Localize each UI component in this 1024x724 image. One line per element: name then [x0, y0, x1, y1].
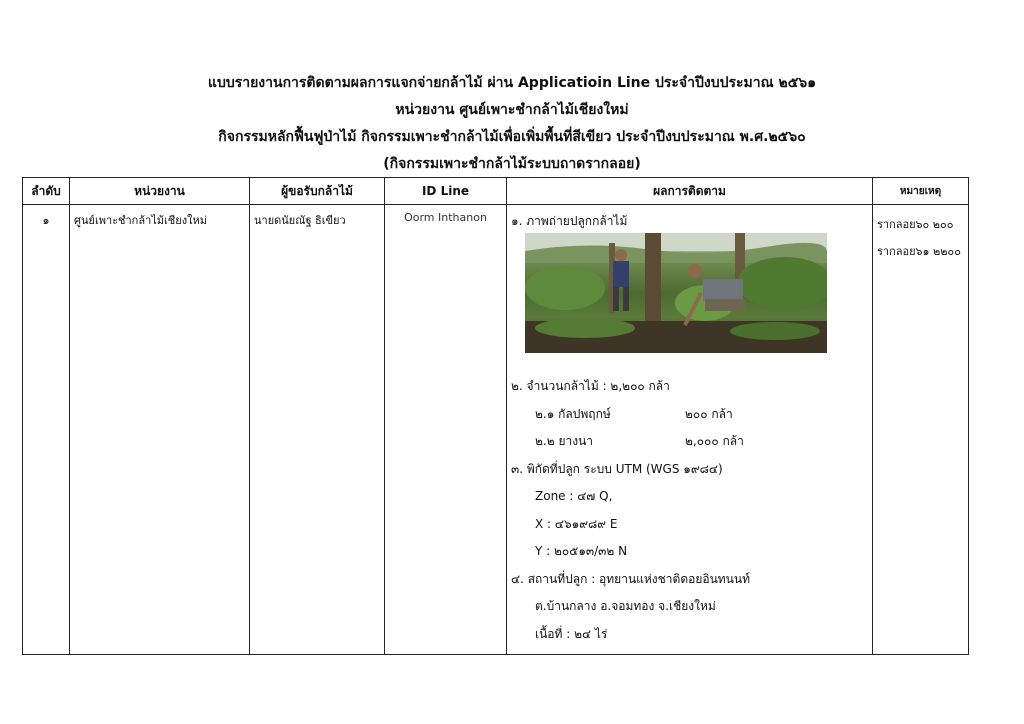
cell-requester: นายดนัยณัฐ ธิเขียว	[250, 205, 385, 655]
planting-photo	[525, 233, 827, 353]
species-name: ๒.๒ ยางนา	[535, 434, 594, 448]
coordinate-heading: ๓. พิกัดที่ปลูก ระบบ UTM (WGS ๑๙๘๔)	[511, 461, 723, 476]
report-table	[22, 177, 969, 655]
species-row	[511, 428, 868, 456]
utm-x: X : ๔๖๑๙๘๙ E	[535, 516, 618, 531]
planting-area: เนื้อที่ : ๒๔ ไร่	[535, 626, 608, 641]
cell-unit: ศูนย์เพาะชำกล้าไม้เชียงใหม่	[70, 205, 250, 655]
header-unit: หน่วยงาน	[70, 178, 250, 205]
planting-address: ต.บ้านกลาง อ.จอมทอง จ.เชียงใหม่	[535, 599, 716, 613]
header-result: ผลการติดตาม	[507, 178, 873, 205]
header-id-line: ID Line	[385, 178, 507, 205]
utm-y: Y : ๒๐๕๑๓/๓๒ N	[535, 544, 628, 558]
header-requester: ผู้ขอรับกล้าไม้	[250, 178, 385, 205]
planting-photo-illustration	[525, 233, 827, 353]
utm-zone: Zone : ๔๗ Q,	[535, 489, 613, 503]
table-row	[23, 205, 969, 655]
report-activity: กิจกรรมหลักฟื้นฟูป่าไม้ กิจกรรมเพาะชำกล้าไม้เพื่อเพิ่มพื้นที่สีเขียว ประจำปีงบประมาณ พ.ศ.๒๕๖๐	[218, 129, 806, 145]
species-row	[511, 401, 868, 429]
header-order: ลำดับ	[23, 178, 70, 205]
planting-place: ๔. สถานที่ปลูก : อุทยานแห่งชาติดอยอินทนนท์	[511, 571, 750, 586]
report-agency: หน่วยงาน ศูนย์เพาะชำกล้าไม้เชียงใหม่	[395, 102, 629, 118]
species-name: ๒.๑ กัลปพฤกษ์	[535, 406, 611, 421]
seedling-count: ๒. จำนวนกล้าไม้ : ๒,๒๐๐ กล้า	[511, 379, 670, 393]
species-qty: ๒๐๐ กล้า	[685, 406, 733, 421]
cell-result	[507, 205, 873, 655]
header-note: หมายเหตุ	[873, 178, 969, 205]
cell-id-line: Oorm Inthanon	[385, 205, 507, 655]
report-subactivity: (กิจกรรมเพาะชำกล้าไม้ระบบถาดรากลอย)	[383, 156, 641, 172]
report-titles	[0, 70, 1024, 178]
note-item: รากลอย๖๑ ๒๒๐๐	[877, 245, 961, 258]
cell-order: ๑	[23, 205, 70, 655]
report-title: แบบรายงานการติดตามผลการแจกจ่ายกล้าไม้ ผ่าน Applicatioin Line ประจำปีงบประมาณ ๒๕๖๑	[207, 75, 817, 91]
photo-heading: ๑. ภาพถ่ายปลูกกล้าไม้	[511, 214, 628, 228]
species-qty: ๒,๐๐๐ กล้า	[685, 434, 744, 448]
cell-note	[873, 205, 969, 655]
note-item: รากลอย๖๐ ๒๐๐	[877, 218, 954, 231]
table-header-row	[23, 178, 969, 205]
